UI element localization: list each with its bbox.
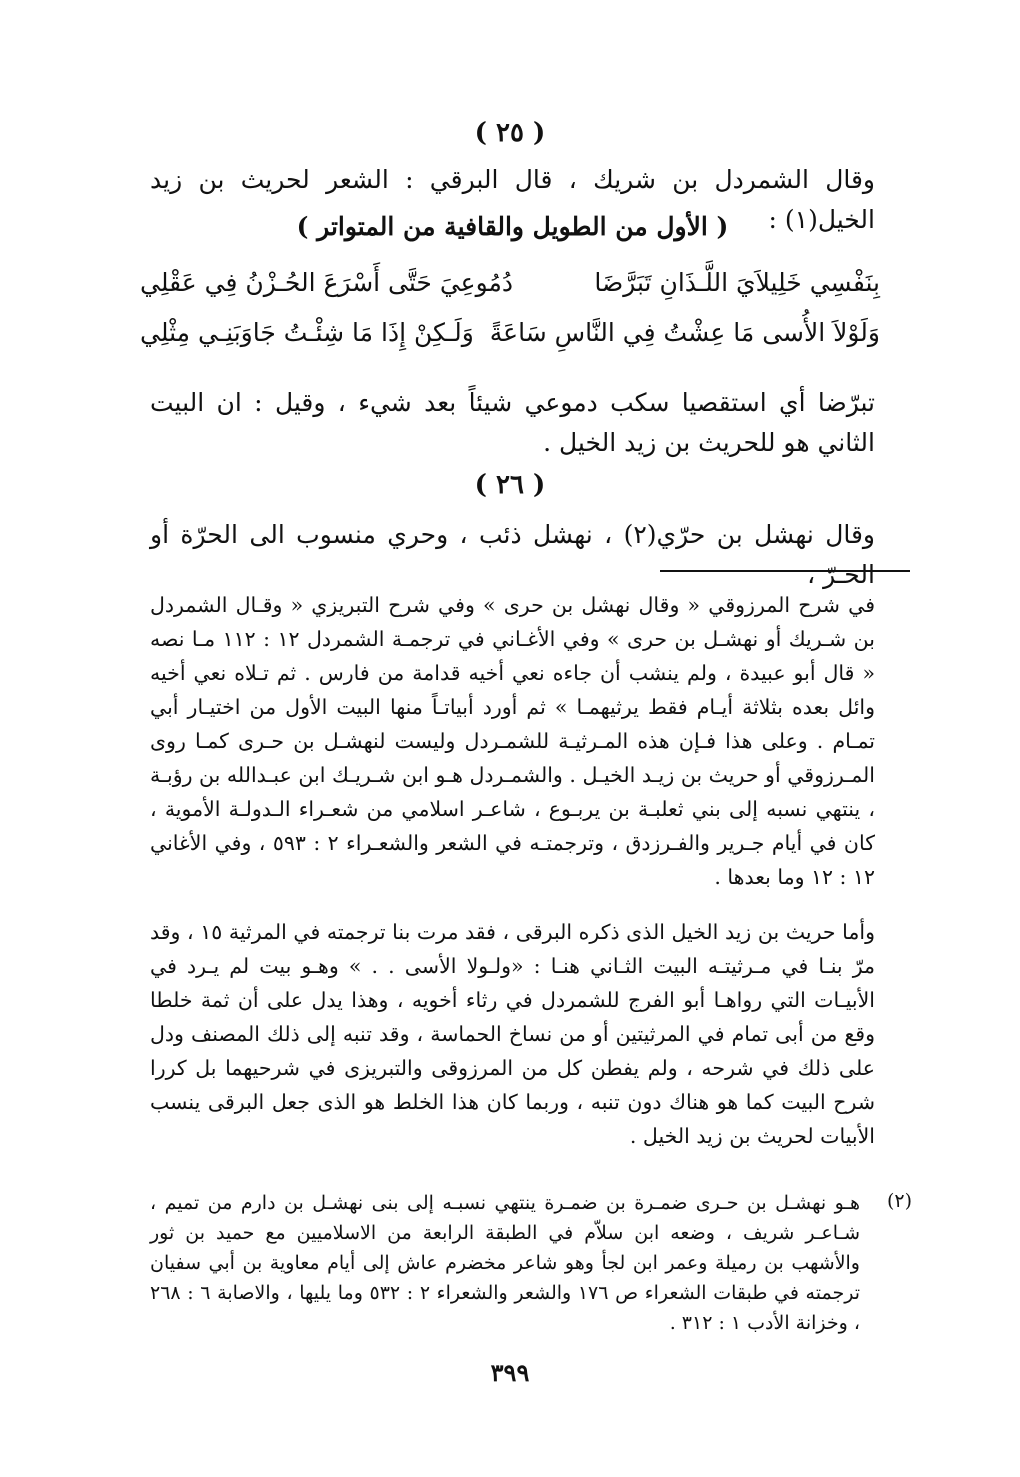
page-number: ٣٩٩ — [490, 1358, 530, 1387]
verse-2-second-hemistich: وَلَـكِنْ إِذَا مَا شِئْـتُ جَاوَبَنِـي مِثْلِي — [140, 318, 474, 347]
verse-2-first-hemistich: وَلَوْلاَ الأُسى مَا عِشْتُ فِي النَّاسِ سَاعَةً — [489, 318, 880, 347]
footnote-2-mark: (٢) — [886, 1190, 912, 1212]
verse-1-first-hemistich: بِنَفْسِي خَلِيلاَيَ اللَّـذَانِ تَبَرَّضَا — [594, 268, 880, 297]
footnote-1-para-1: في شرح المرزوقي « وقال نهشل بن حرى » وفي شرح التبريزي « وقـال الشمردل بن شـريك أو نهشـل بن حرى » وفي الأغـاني في ترجمـة الشمردل ١٢ : ١١٢ مـا نصه « قال أبو عبيدة ، ولم ينشب أن جاءه نعي أخيه قدامة من فارس . ثم تـلاه نعي أخيه وائل بعده بثلاثة أيـام فقط يرثيهمـا » ثم أورد أبياتـاً منها البيت الأول من اختيـار أبي تمـام . وعلى هذا فـإن هذه المـرثيـة للشمـردل وليست لنهشـل بن حـرى كمـا روى المـرزوقي أو حريث بن زيـد الخيـل . والشمـردل هـو ابن شـريـك ابن عبـدالله بن رؤبـة ، ينتهي نسبه إلى بني ثعلبـة بن يربـوع ، شاعـر اسلامي من شعـراء الـدولـة الأموية ، كان في أيام جـرير والفـرزدق ، وترجمتـه في الشعر والشعـراء ٢ : ٥٩٣ ، وفي الأغاني ١٢ : ١٢ وما بعدها . — [150, 593, 875, 889]
footnote-1-para-2: وأما حريث بن زيد الخيل الذى ذكره البرقى ، فقد مرت بنا ترجمته في المرثية ١٥ ، وقد مرّ بنـا في مـرثيتـه البيت الثـاني هنـا : «ولـولا الأسى . . » وهـو بيت لم يـرد في الأبيـات التي رواهـا أبو الفرج للشمردل في رثاء أخويه ، وهذا يدل على أن ثمة خلطا وقع من أبى تمام في المرثيتين أو من نساخ الحماسة ، وقد تنبه إلى ذلك المصنف ودل على ذلك في شرحه ، ولم يفطن كل من المرزوقى والتبريزى في شرحيهما بل كررا شرح البيت كما هو هناك دون تنبه ، وربما كان هذا الخلط هو الذى جعل البرقى ينسب الأبيات لحريث بن زيد الخيل . — [150, 920, 876, 1148]
poem-number-26: ( ٢٦ ) — [474, 470, 546, 500]
verse-line-1 — [140, 268, 880, 314]
verse-line-2 — [140, 318, 880, 364]
poem-number-25: ( ٢٥ ) — [474, 118, 546, 148]
poem-intro-26: وقال نهشل بن حرّي(٢) ، نهشل ذئب ، وحري منسوب الى الحرّة أو الحـرّ ، — [150, 520, 876, 589]
commentary-25: تبرّضا أي استقصيا سكب دموعي شيئاً بعد شيء ، وقيل : ان البيت الثاني هو للحريث بن زيد الخيل . — [150, 388, 875, 457]
footnote-separator — [660, 570, 910, 572]
poem-intro-25: وقال الشمردل بن شريك ، قال البرقي : الشعر لحريث بن زيد الخيل(١) : — [150, 165, 875, 234]
footnote-2-text: هـو نهشـل بن حـرى ضمـرة بن ضمـرة ينتهي نسبـه إلى بنى نهشـل بن دارم من تميم ، شـاعـر شريف ، وضعه ابن سلاّم في الطبقة الرابعة من الاسلاميين مع حميد بن ثور والأشهب بن رميلة وعمر ابن لجأ وهو شاعر مخضرم عاش إلى أيام معاوية بن أبي سفيان ترجمته في طبقات الشعراء ص ١٧٦ والشعر والشعراء ٢ : ٥٣٢ وما يليها ، والاصابة ٦ : ٢٦٨ ، وخزانة الأدب ١ : ٣١٢ . — [150, 1192, 860, 1334]
meter-note: ( الأول من الطويل والقافية من المتواتر ) — [296, 212, 729, 241]
verse-1-second-hemistich: دُمُوعِيَ حَتَّى أَسْرَعَ الحُـزْنُ فِي عَقْلِي — [140, 268, 514, 297]
